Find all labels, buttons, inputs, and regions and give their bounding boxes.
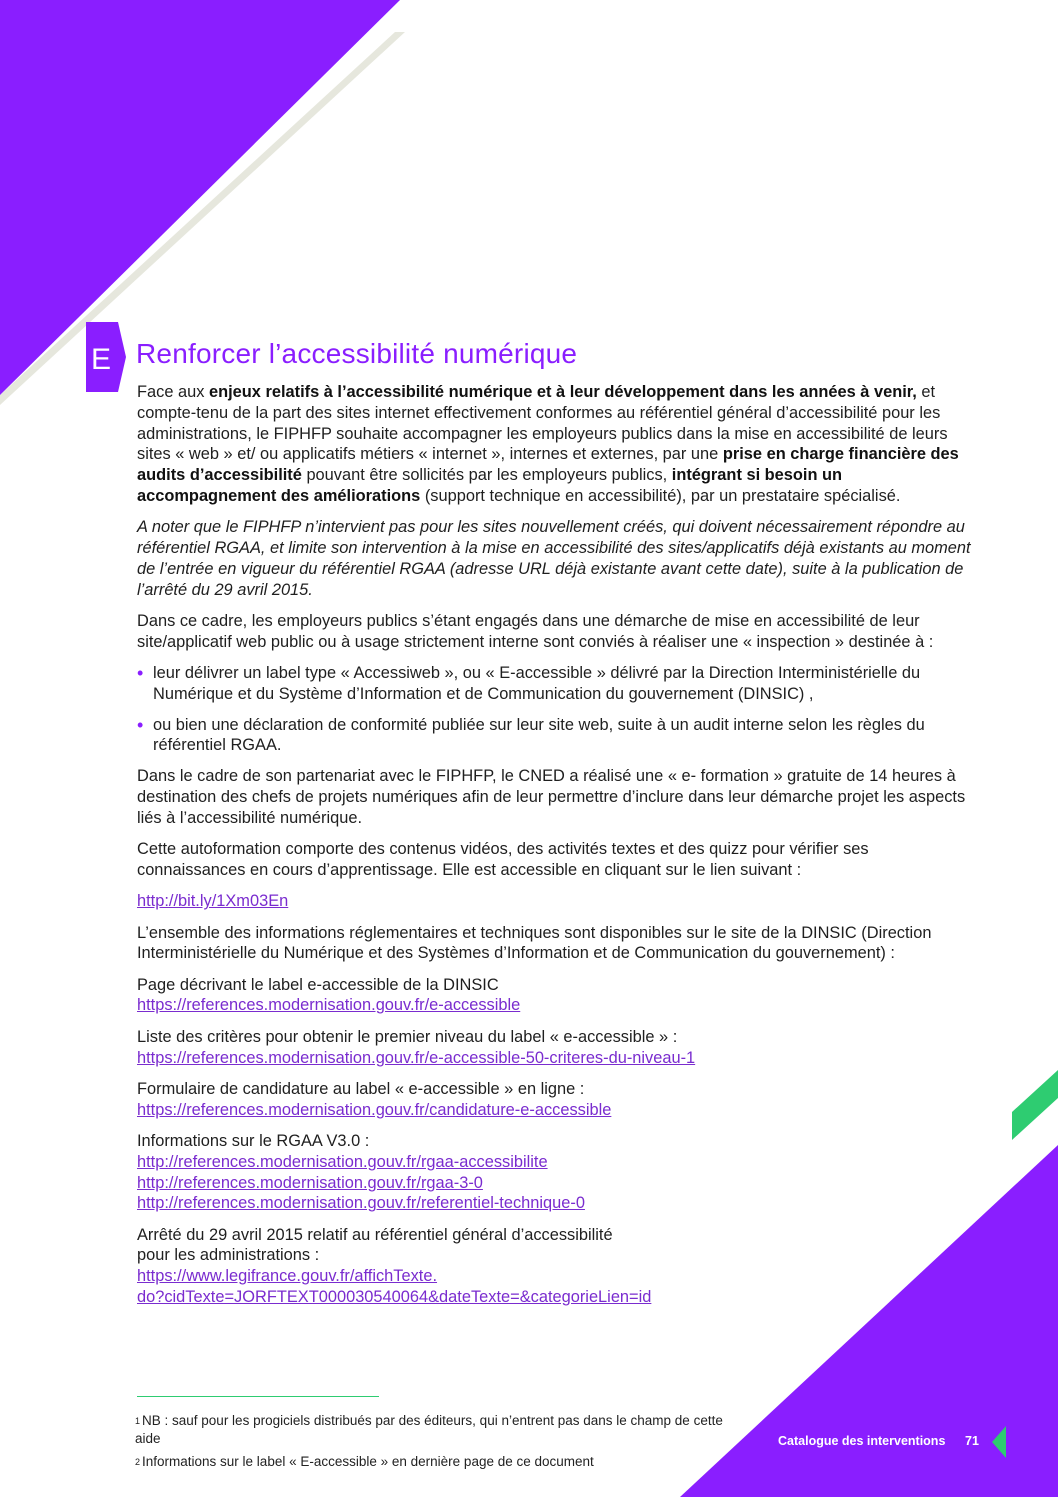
- section-letter: E: [90, 343, 111, 376]
- intro-text-3: pouvant être sollicités par les employeurs publics,: [301, 466, 672, 485]
- resource-label: pour les administrations :: [137, 1246, 320, 1265]
- footnote-2: [135, 1453, 735, 1471]
- legifrance-link-part1[interactable]: https://www.legifrance.gouv.fr/affichTexte.: [137, 1267, 438, 1286]
- intro-bold-1: enjeux relatifs à l’accessibilité numérique et à leur développement dans les années à venir,: [208, 383, 917, 401]
- list-item-text: ou bien une déclaration de conformité publiée sur leur site web, suite à un audit interne selon les règles du référentiel RGAA.: [153, 715, 925, 755]
- italic-note: A noter que le FIPHFP n’intervient pas pour les sites nouvellement créés, qui doivent nécessairement répondre au référentiel RGAA, et limite son intervention à la mise en accessibilité des sites/applicatifs déjà existants au moment de l’entrée en vigueur du référentiel RGAA (adresse URL déjà existante avant cette date), suite à la publication de l’arrêté du 29 avril 2015.: [137, 518, 971, 599]
- footnote-1: [135, 1412, 735, 1448]
- footnote-number: 2: [135, 1457, 141, 1467]
- context-paragraph: Dans ce cadre, les employeurs publics s’étant engagés dans une démarche de mise en accessibilité de leur site/applicatif web public ou à usage strictement interne sont conviés à réaliser une « inspection » destinée à :: [137, 611, 934, 651]
- list-item: [137, 663, 972, 705]
- intro-bold-2: prise en charge financière des audits d’accessibilité: [137, 445, 959, 485]
- e-accessible-link[interactable]: https://references.modernisation.gouv.fr/e-accessible: [137, 996, 521, 1015]
- resource-label: Informations sur le RGAA V3.0 :: [137, 1131, 370, 1150]
- resource-e-accessible: [137, 975, 972, 1017]
- resource-label: Page décrivant le label e-accessible de la DINSIC: [137, 975, 499, 994]
- resource-label: Liste des critères pour obtenir le premier niveau du label « e-accessible » :: [137, 1027, 678, 1046]
- list-item-text: leur délivrer un label type « Accessiweb », ou « E-accessible » délivré par la Direction Interministérielle du Numérique et du Système d’Information et de Communication du gouvernement (DINSIC) ,: [153, 664, 921, 703]
- list-item: [137, 715, 972, 757]
- intro-text-1: Face aux: [137, 383, 209, 401]
- rgaa-3-0-link[interactable]: http://references.modernisation.gouv.fr/rgaa-3-0: [137, 1173, 483, 1192]
- footnote-text: NB : sauf pour les progiciels distribués par des éditeurs, qui n’entrent pas dans le champ de cette aide: [135, 1413, 723, 1446]
- main-content: [137, 382, 972, 1318]
- training-paragraph: Cette autoformation comporte des contenus vidéos, des activités textes et des quizz pour vérifier ses connaissances en cours d’apprentissage. Elle est accessible en cliquant sur le lien suivant :: [137, 840, 869, 879]
- bullet-icon: •: [137, 714, 144, 735]
- footnote-text: Informations sur le label « E-accessible » en dernière page de ce document: [142, 1454, 594, 1469]
- training-link[interactable]: http://bit.ly/1Xm03En: [137, 892, 289, 911]
- training-link-paragraph: [137, 891, 972, 912]
- resource-arrete: [137, 1225, 972, 1308]
- intro-bold-3: intégrant si besoin un accompagnement des améliorations: [137, 466, 843, 505]
- resource-rgaa: [137, 1131, 972, 1214]
- footnote-number: 1: [135, 1416, 141, 1426]
- bullet-icon: •: [137, 663, 144, 684]
- resource-label: Arrêté du 29 avril 2015 relatif au référentiel général d’accessibilité: [137, 1225, 613, 1244]
- footer-catalogue-label: Catalogue des interventions: [778, 1434, 946, 1448]
- application-form-link[interactable]: https://references.modernisation.gouv.fr/candidature-e-accessible: [137, 1100, 612, 1119]
- intro-text-2: et compte-tenu de la part des sites internet effectivement conformes au référentiel général d’accessibilité pour les administrations, le FIPHFP souhaite accompagner les employeurs publics dans la mise en accessibilité de leurs sites « web » et/ ou applicatifs métiers « internet », internes et externes, par une: [137, 383, 948, 464]
- inspection-list: [137, 663, 972, 756]
- legifrance-link-part2[interactable]: do?cidTexte=JORFTEXT000030540064&dateTexte=&categorieLien=id: [137, 1287, 652, 1306]
- partnership-paragraph: Dans le cadre de son partenariat avec le FIPHFP, le CNED a réalisé une « e- formation » gratuite de 14 heures à destination des chefs de projets numériques afin de leur permettre d’inclure dans leur démarche projet les aspects liés à l’accessibilité numérique.: [137, 767, 966, 827]
- intro-text-4: (support technique en accessibilité), par un prestataire spécialisé.: [420, 486, 901, 505]
- resource-application: [137, 1079, 972, 1121]
- page-number: 71: [965, 1434, 979, 1448]
- referentiel-technique-link[interactable]: http://references.modernisation.gouv.fr/referentiel-technique-0: [137, 1194, 585, 1213]
- right-green-stripe: [1012, 1070, 1058, 1140]
- top-left-purple-triangle: [0, 0, 400, 395]
- dinsic-info-paragraph: L’ensemble des informations réglementaires et techniques sont disponibles sur le site de la DINSIC (Direction Interministérielle du Numérique et des Systèmes d’Information et de Communication du gouvernement) :: [137, 923, 932, 963]
- rgaa-accessibilite-link[interactable]: http://references.modernisation.gouv.fr/rgaa-accessibilite: [137, 1152, 548, 1171]
- footnote-divider: [137, 1396, 379, 1397]
- criteria-link[interactable]: https://references.modernisation.gouv.fr/e-accessible-50-criteres-du-niveau-1: [137, 1048, 696, 1067]
- intro-paragraph: [137, 382, 972, 507]
- resource-criteria: [137, 1027, 972, 1069]
- page-title: Renforcer l’accessibilité numérique: [136, 338, 578, 369]
- resource-label: Formulaire de candidature au label « e-accessible » en ligne :: [137, 1079, 585, 1098]
